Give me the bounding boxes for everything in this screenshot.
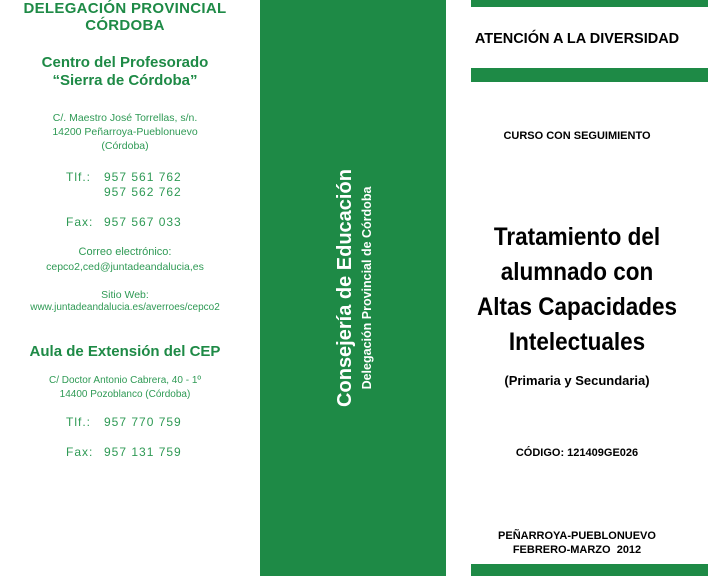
- email-value[interactable]: cepco2,ced@juntadeandalucia,es: [46, 261, 204, 273]
- aula-fax-value: 957 131 759: [104, 445, 182, 459]
- contact-panel: [0, 0, 260, 576]
- aula-tlf-label: Tlf.:: [66, 415, 91, 429]
- aula-address-line2: 14400 Pozoblanco (Córdoba): [59, 389, 191, 400]
- delegacion-heading-line2: CÓRDOBA: [85, 17, 165, 34]
- tlf-value-2: 957 562 762: [104, 185, 182, 199]
- delegacion-heading-line1: DELEGACIÓN PROVINCIAL: [23, 0, 227, 17]
- aula-fax-label: Fax:: [66, 445, 94, 459]
- bottom-green-band: [471, 564, 708, 576]
- web-link[interactable]: www.juntadeandalucia.es/averroes/cepco2: [30, 302, 220, 313]
- web-label: Sitio Web:: [101, 289, 149, 301]
- aula-title: Aula de Extensión del CEP: [29, 343, 221, 360]
- address-line1: C/. Maestro José Torrellas, s/n.: [52, 112, 198, 124]
- location-date: [446, 529, 708, 557]
- aula-tlf-value: 957 770 759: [104, 415, 182, 429]
- course-title-line4: Intelectuales: [508, 328, 646, 356]
- course-title-line2: alumnado con: [500, 258, 654, 286]
- tlf-label: Tlf.:: [66, 170, 91, 184]
- address-line2: 14200 Peñarroya-Pueblonuevo: [52, 126, 198, 138]
- course-title-line1: Tratamiento del: [493, 223, 661, 251]
- upper-green-band: [471, 68, 708, 82]
- centro-title-line2: “Sierra de Córdoba”: [52, 72, 198, 89]
- delegacion-subtitle: Delegación Provincial de Córdoba: [360, 186, 374, 390]
- vertical-title: [260, 0, 446, 576]
- consejeria-band: [260, 0, 446, 576]
- consejeria-title: Consejería de Educación: [334, 169, 356, 407]
- fax-value: 957 567 033: [104, 215, 182, 229]
- fax-label: Fax:: [66, 215, 94, 229]
- curso-label: CURSO CON SEGUIMIENTO: [503, 130, 651, 142]
- centro-title-line1: Centro del Profesorado: [41, 54, 209, 71]
- top-green-band: [471, 0, 708, 7]
- location: PEÑARROYA-PUEBLONUEVO: [498, 530, 656, 542]
- course-title: [459, 220, 695, 360]
- diversidad-heading: ATENCIÓN A LA DIVERSIDAD: [474, 31, 680, 47]
- date: FEBRERO-MARZO 2012: [512, 544, 642, 556]
- cover-panel: [446, 0, 708, 576]
- course-title-line3: Altas Capacidades: [476, 293, 678, 321]
- tlf-value-1: 957 561 762: [104, 170, 182, 184]
- course-subtitle: (Primaria y Secundaria): [504, 373, 650, 388]
- aula-address-line1: C/ Doctor Antonio Cabrera, 40 - 1º: [48, 375, 202, 386]
- address-line3: (Córdoba): [101, 140, 149, 152]
- email-label: Correo electrónico:: [78, 246, 172, 258]
- course-code: CÓDIGO: 121409GE026: [515, 447, 639, 459]
